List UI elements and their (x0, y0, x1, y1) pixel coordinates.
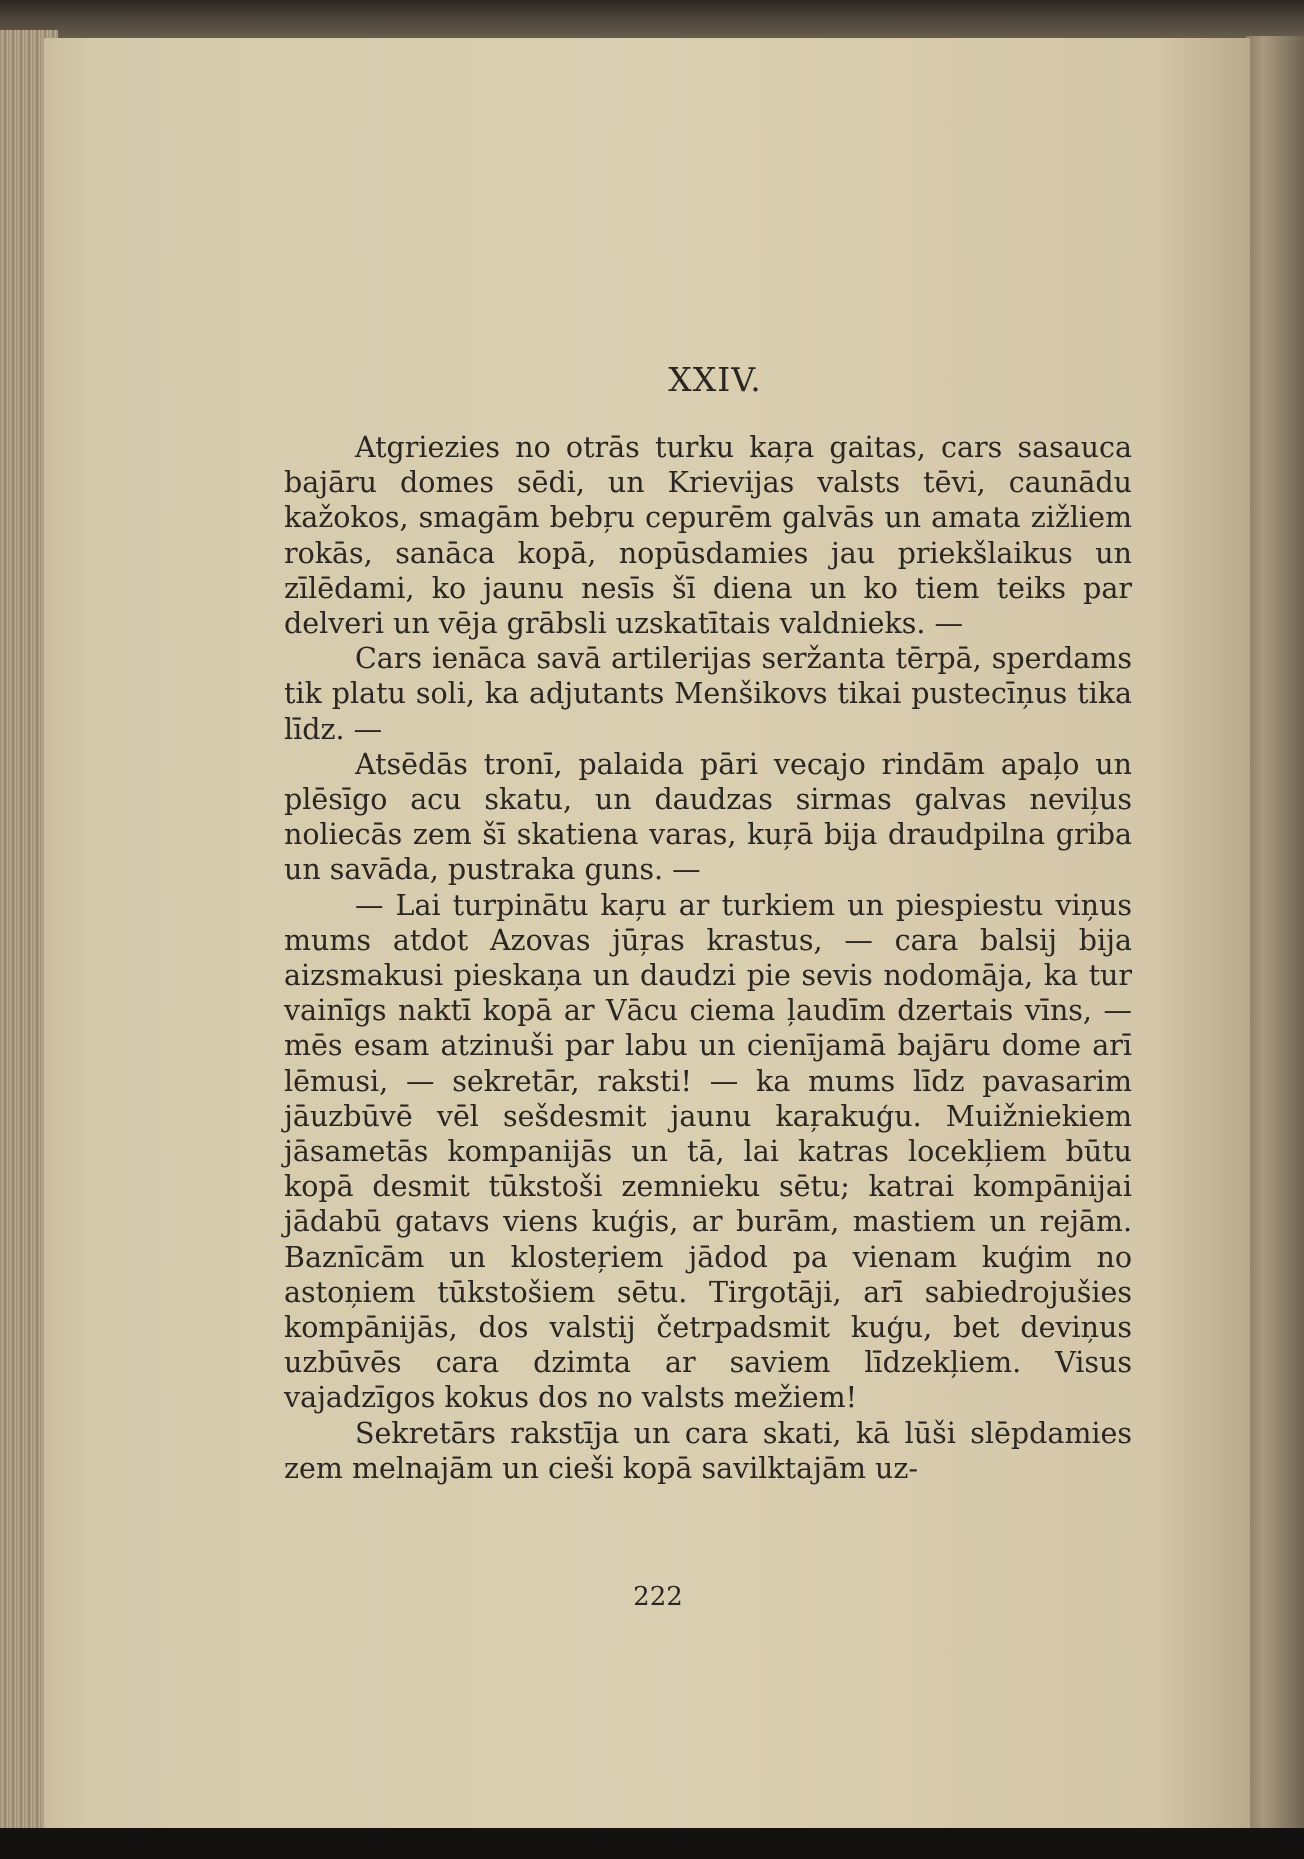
paragraph: Sekretārs rakstīja un cara skati, kā lūši slēpdamies zem melnajām un cieši kopā savilktajām uz- (284, 1416, 1132, 1485)
book-top-edge (0, 0, 1304, 42)
paragraph: Atsēdās tronī, palaida pāri vecajo rindām apaļo un plēsīgo acu skatu, un daudzas sirmas galvas neviļus noliecās zem šī skatiena varas, kuŗā bija draudpilna griba un savāda, pustraka guns. — (284, 747, 1132, 887)
right-page-edge (1246, 36, 1304, 1836)
page-number: 222 (633, 1582, 683, 1612)
paragraph: Cars ienāca savā artilerijas seržanta tērpā, sperdams tik platu soli, ka adjutants Menšikovs tikai pustecīņus tika līdz. — (284, 642, 1132, 746)
paragraph: Atgriezies no otrās turku kaŗa gaitas, cars sasauca bajāru domes sēdi, un Krievijas valsts tēvi, caunādu kažokos, smagām bebŗu cepurēm galvās un amata zižliem rokās, sanāca kopā, nopūsdamies jau priekšlaikus un zīlēdami, ko jaunu nesīs šī diena un ko tiem teiks par delveri un vēja grābsli uzskatītais valdnieks. — (284, 431, 1132, 641)
page-text-block (284, 358, 1132, 1486)
book-bottom-edge (0, 1828, 1304, 1859)
paragraph: — Lai turpinātu kaŗu ar turkiem un piespiestu viņus mums atdot Azovas jūŗas krastus, — cara balsij bija aizsmakusi pieskaņa un daudzi pie sevis nodomāja, ka tur vainīgs naktī kopā ar Vācu ciema ļaudīm dzertais vīns, — mēs esam atzinuši par labu un cienījamā bajāru dome arī lēmusi, — sekretār, raksti! — ka mums līdz pavasarim jāuzbūvē vēl sešdesmit jaunu kaŗakuģu. Muižniekiem jāsametās kompanijās un tā, lai katras locekļiem būtu kopā desmit tūkstoši zemnieku sētu; katrai kompānijai jādabū gatavs viens kuģis, ar burām, mastiem un rejām. Baznīcām un klosteŗiem jādod pa vienam kuģim no astoņiem tūkstošiem sētu. Tirgotāji, arī sabiedrojušies kompānijās, dos valstij četrpadsmit kuģu, bet deviņus uzbūvēs cara dzimta ar saviem līdzekļiem. Visus vajadzīgos kokus dos no valsts mežiem! (284, 888, 1132, 1415)
chapter-title: XXIV. (668, 360, 762, 399)
